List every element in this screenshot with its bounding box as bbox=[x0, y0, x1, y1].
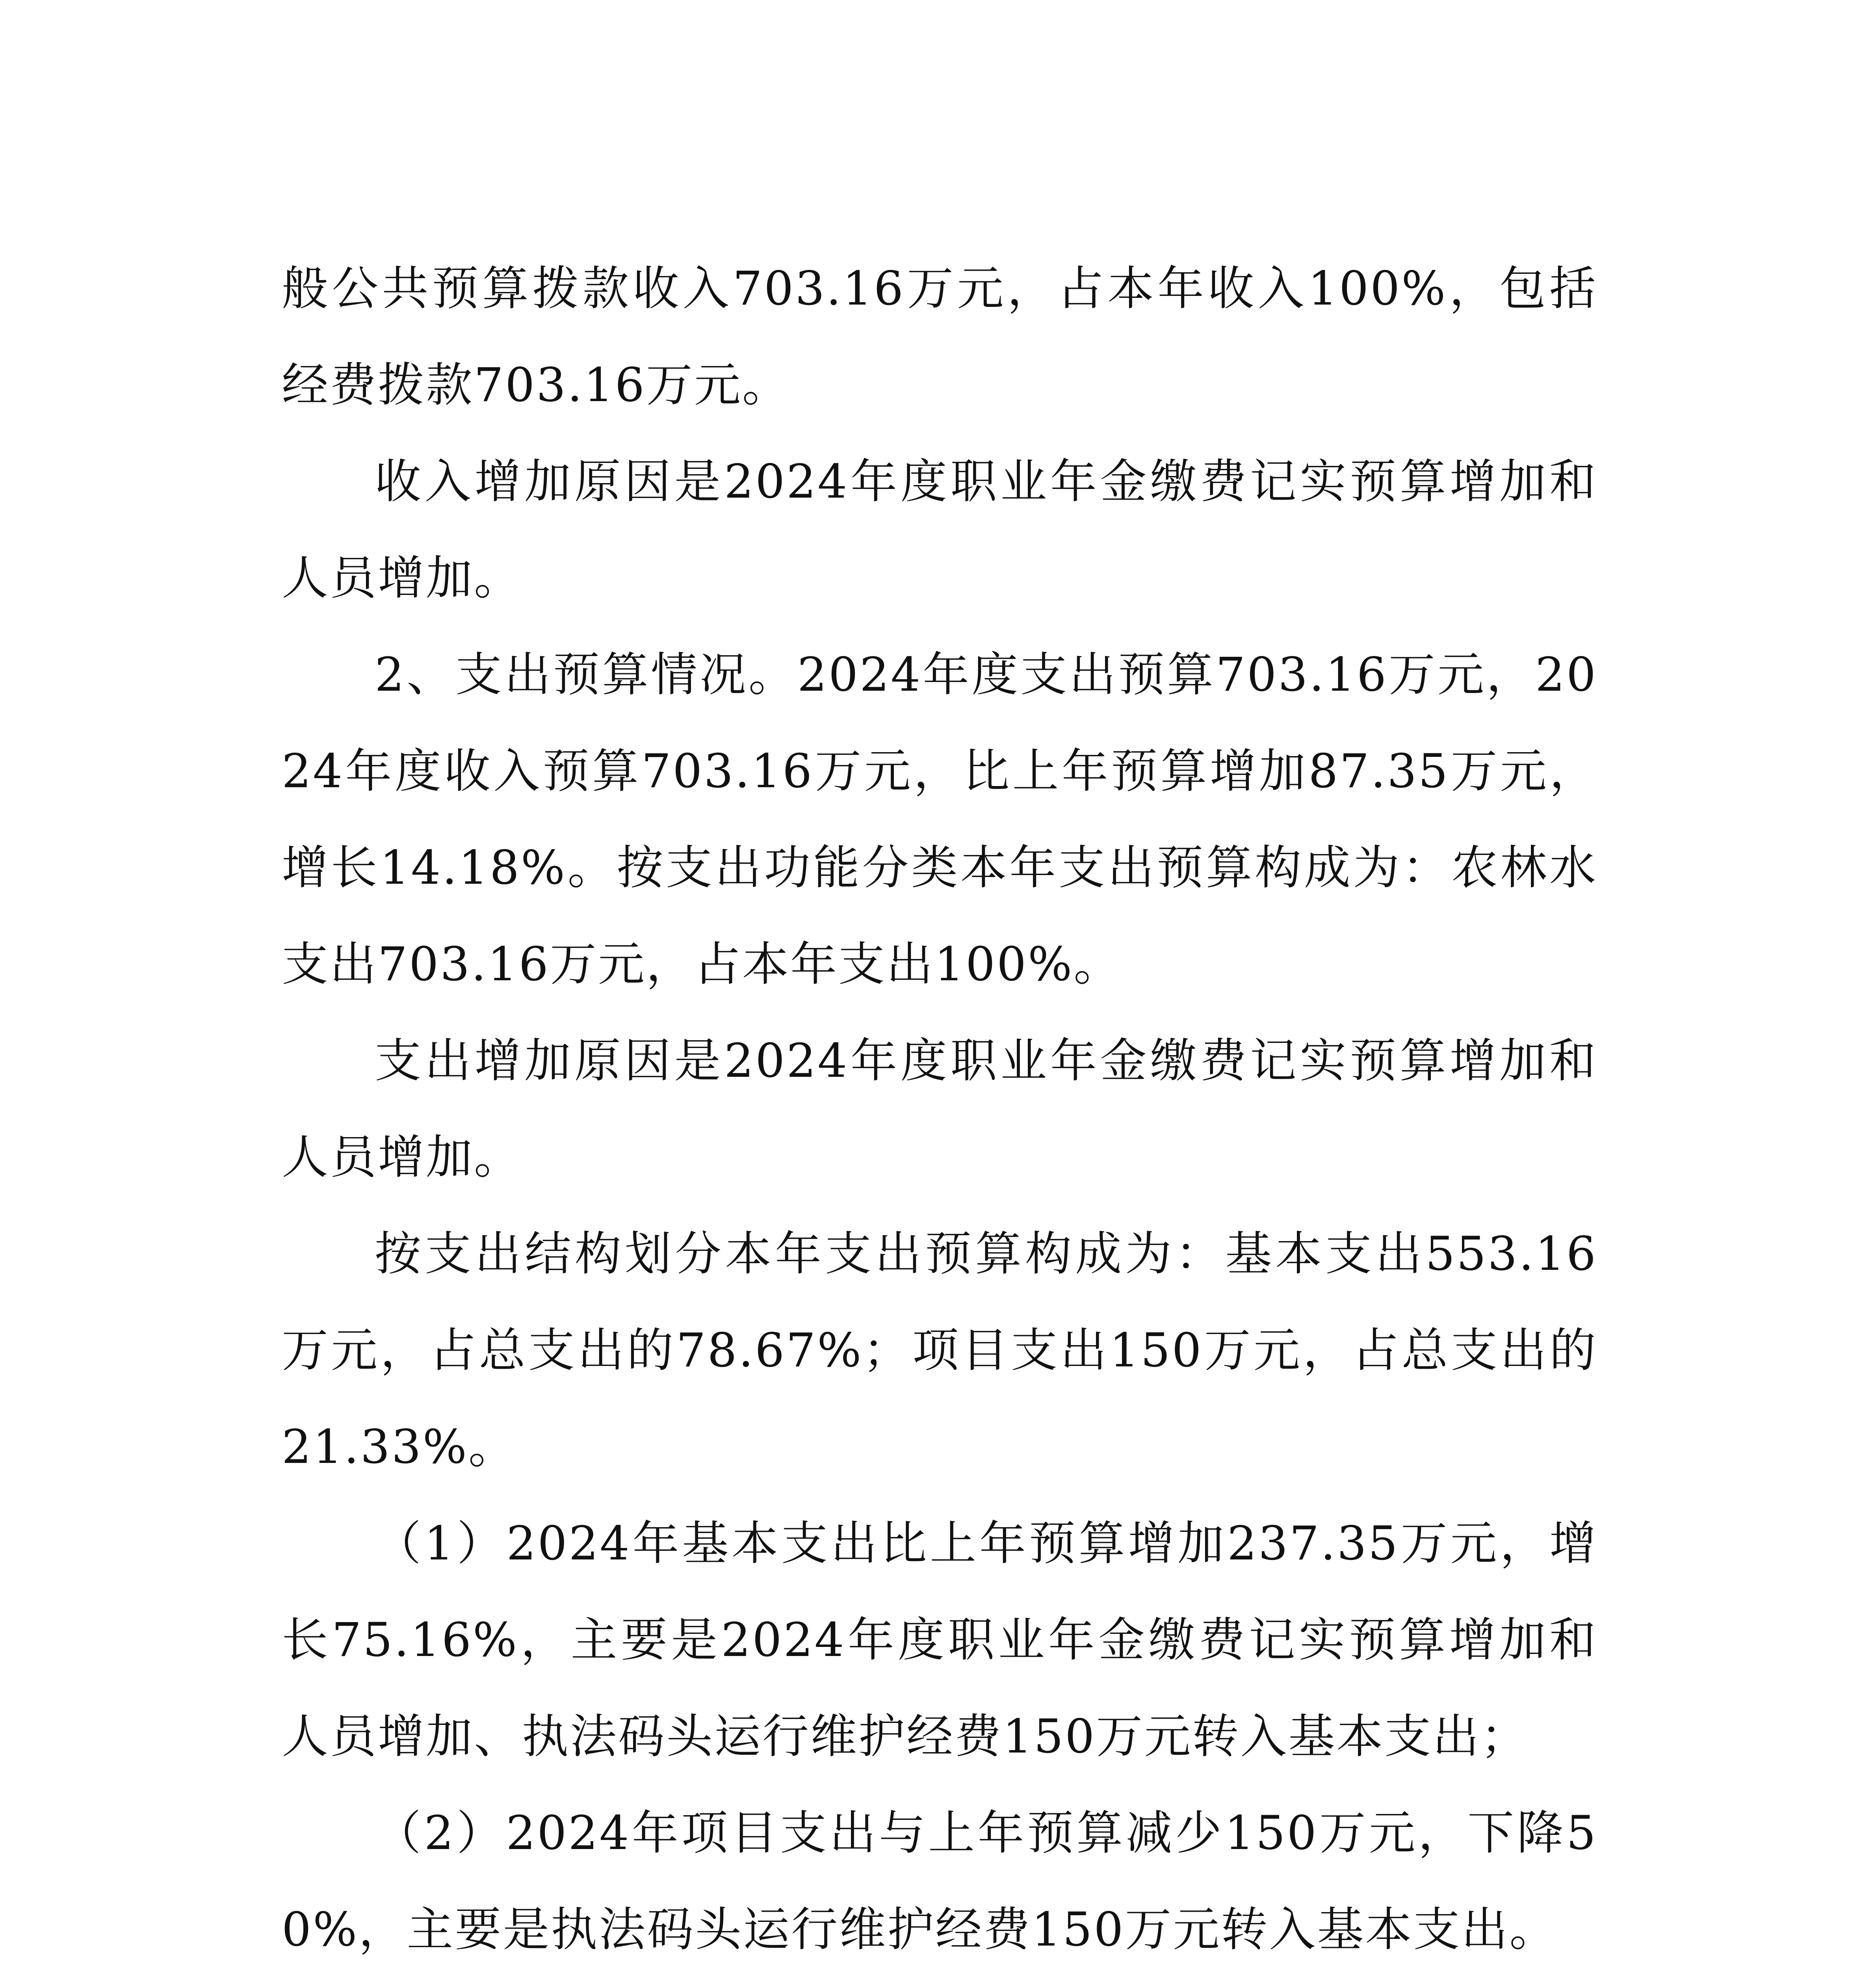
paragraph-income-continued: 般公共预算拨款收入703.16万元，占本年收入100%，包括经费拨款703.16万元。 bbox=[282, 261, 1597, 412]
paragraph-project-expenditure: （2）2024年项目支出与上年预算减少150万元，下降50%，主要是执法码头运行维护经费150万元转入基本支出。 bbox=[282, 1806, 1597, 1957]
paragraph-expenditure-structure: 按支出结构划分本年支出预算构成为：基本支出553.16万元，占总支出的78.67%；项目支出150万元，占总支出的21.33%。 bbox=[282, 1227, 1597, 1474]
paragraph-expenditure-budget: 2、支出预算情况。2024年度支出预算703.16万元，2024年度收入预算703.16万元，比上年预算增加87.35万元，增长14.18%。按支出功能分类本年支出预算构成为：农林水支出703.16万元，占本年支出100%。 bbox=[282, 647, 1597, 991]
paragraph-basic-expenditure: （1）2024年基本支出比上年预算增加237.35万元，增长75.16%，主要是2024年度职业年金缴费记实预算增加和人员增加、执法码头运行维护经费150万元转入基本支出； bbox=[282, 1516, 1597, 1764]
paragraph-expenditure-reason: 支出增加原因是2024年度职业年金缴费记实预算增加和人员增加。 bbox=[282, 1033, 1597, 1184]
document-body bbox=[282, 240, 1597, 1970]
paragraph-income-reason: 收入增加原因是2024年度职业年金缴费记实预算增加和人员增加。 bbox=[282, 454, 1597, 605]
